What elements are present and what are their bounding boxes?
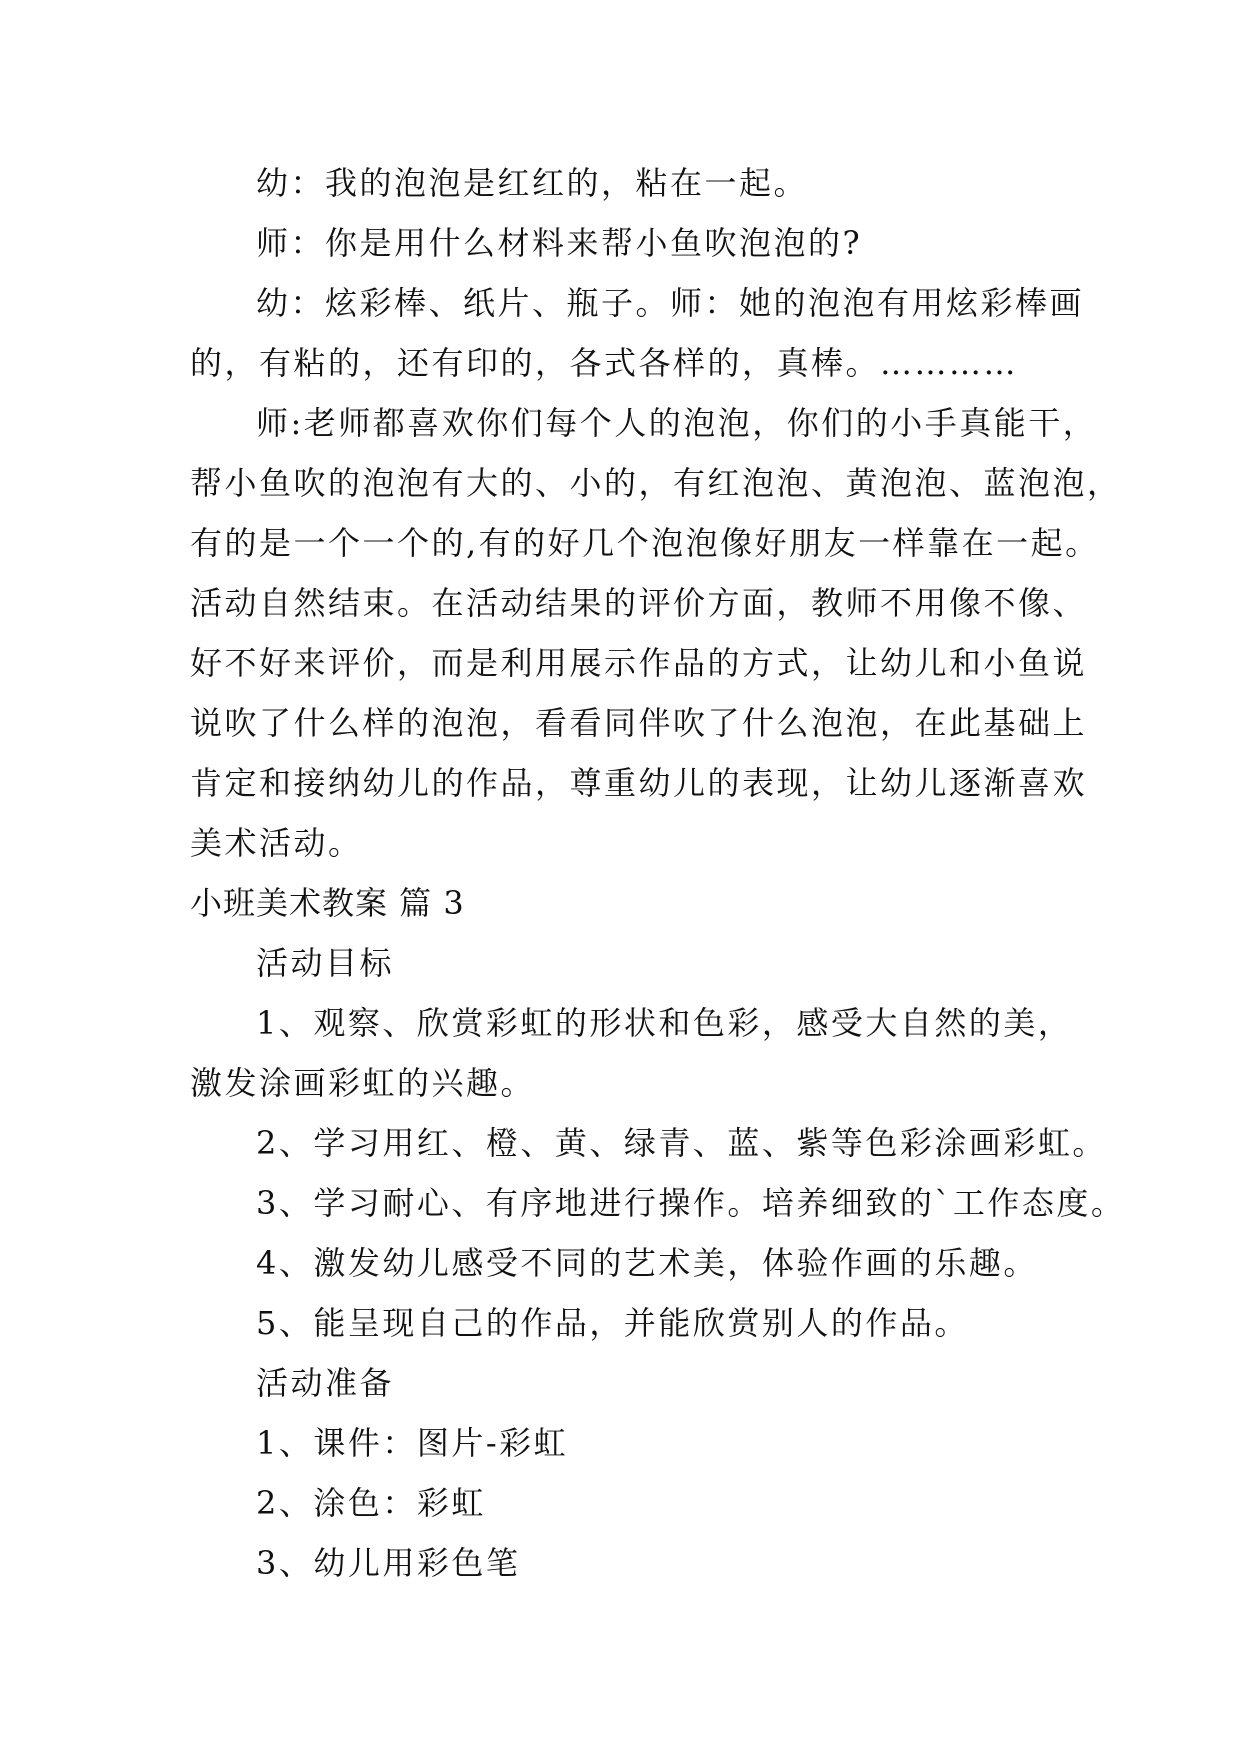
text-line: 肯定和接纳幼儿的作品，尊重幼儿的表现，让幼儿逐渐喜欢: [190, 764, 1088, 802]
text-line: 幼：炫彩棒、纸片、瓶子。师：她的泡泡有用炫彩棒画: [256, 284, 1085, 322]
section-heading: 小班美术教案 篇 3: [190, 884, 465, 922]
text-line: 师:老师都喜欢你们每个人的泡泡，你们的小手真能干，: [256, 404, 1098, 442]
text-line: 5、能呈现自己的作品，并能欣赏别人的作品。: [256, 1304, 969, 1342]
subheading: 活动目标: [256, 944, 395, 982]
text-line: 师：你是用什么材料来帮小鱼吹泡泡的?: [256, 224, 863, 262]
text-line: 3、学习耐心、有序地进行操作。培养细致的`工作态度。: [256, 1184, 1126, 1222]
text-line: 2、涂色：彩虹: [256, 1484, 486, 1522]
text-line: 3、幼儿用彩色笔: [256, 1544, 521, 1582]
text-line: 有的是一个一个的,有的好几个泡泡像好朋友一样靠在一起。: [190, 524, 1100, 562]
text-line: 4、激发幼儿感受不同的艺术美，体验作画的乐趣。: [256, 1244, 1038, 1282]
text-line: 幼：我的泡泡是红红的，粘在一起。: [256, 164, 809, 202]
text-line: 说吹了什么样的泡泡，看看同伴吹了什么泡泡，在此基础上: [190, 704, 1088, 742]
text-line: 1、课件：图片-彩虹: [256, 1424, 569, 1462]
text-line: 帮小鱼吹的泡泡有大的、小的，有红泡泡、黄泡泡、蓝泡泡，: [190, 464, 1122, 502]
text-line: 好不好来评价，而是利用展示作品的方式，让幼儿和小鱼说: [190, 644, 1088, 682]
text-line: 激发涂画彩虹的兴趣。: [190, 1064, 536, 1102]
text-line: 美术活动。: [190, 824, 363, 862]
text-line: 2、学习用红、橙、黄、绿青、蓝、紫等色彩涂画彩虹。: [256, 1124, 1107, 1162]
text-line: 1、观察、欣赏彩虹的形状和色彩，感受大自然的美，: [256, 1004, 1073, 1042]
text-line: 活动自然结束。在活动结果的评价方面，教师不用像不像、: [190, 584, 1088, 622]
text-line: 的，有粘的，还有印的，各式各样的，真棒。…………: [190, 344, 1019, 382]
subheading: 活动准备: [256, 1364, 395, 1402]
